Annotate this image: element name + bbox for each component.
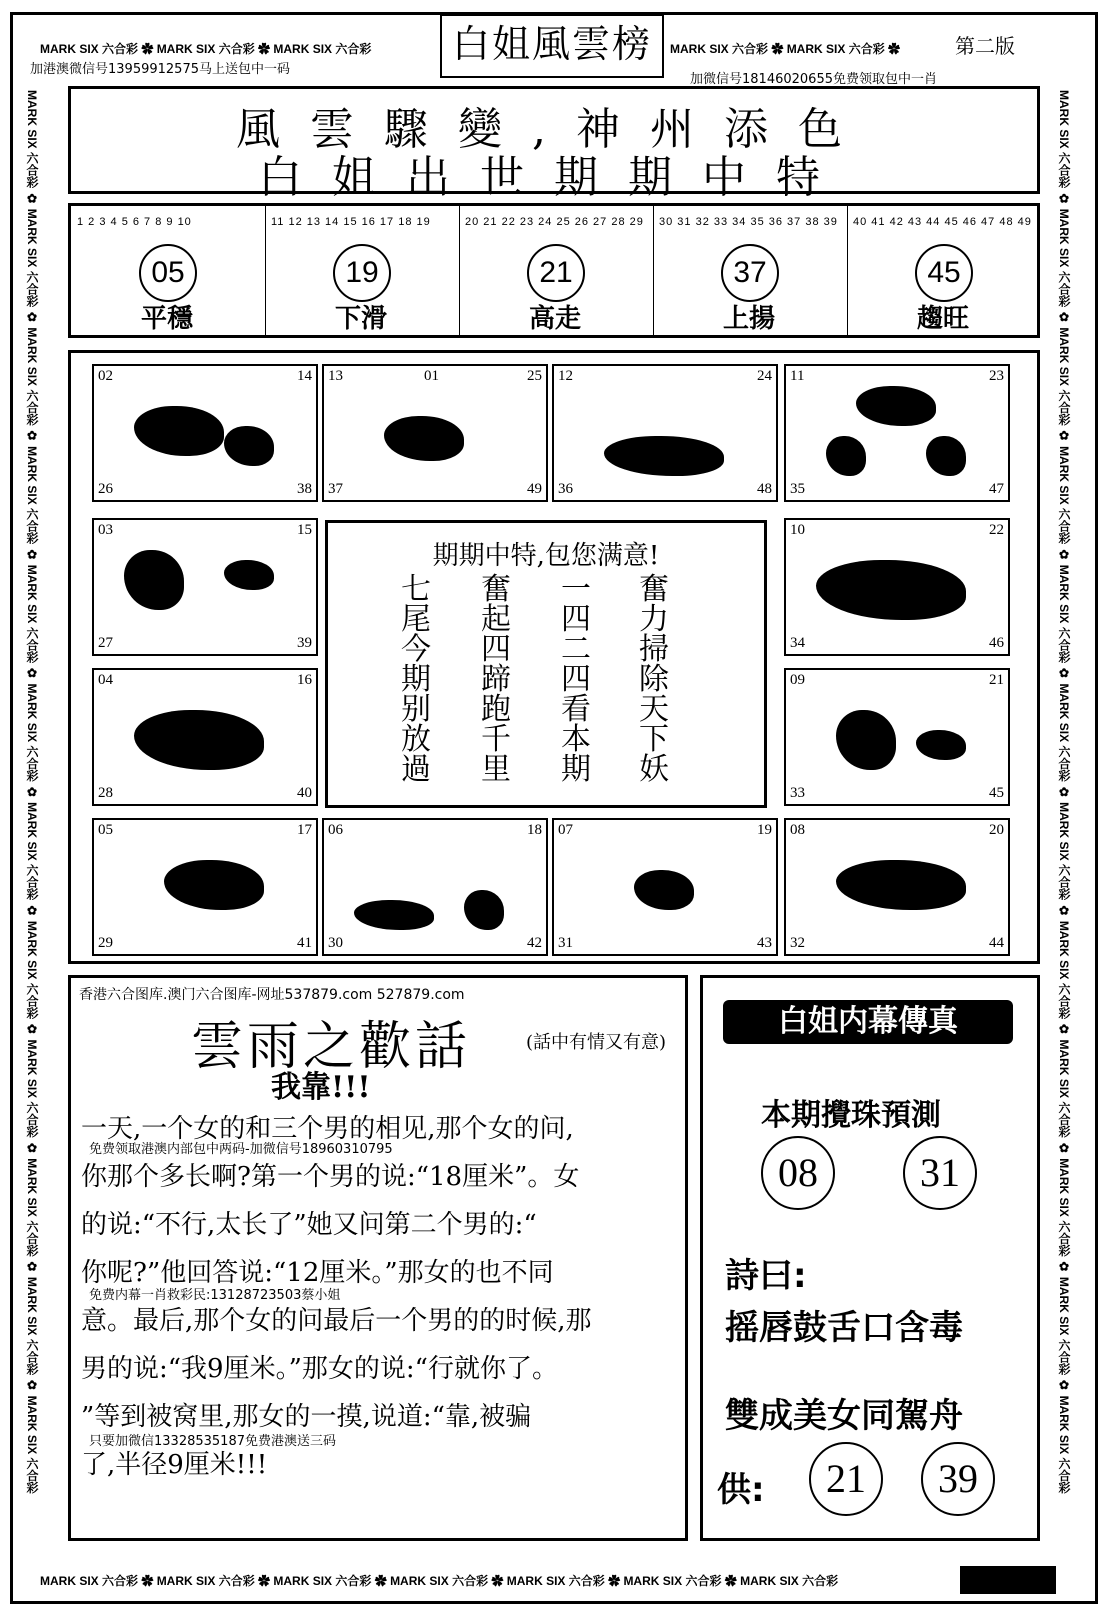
ink-illustration <box>634 870 694 910</box>
tile-number: 05 <box>98 822 113 838</box>
tile-number: 25 <box>527 368 542 384</box>
tile-number: 43 <box>757 935 772 951</box>
range-label: 30 31 32 33 34 35 36 37 38 39 <box>659 216 838 228</box>
tile-number: 12 <box>558 368 573 384</box>
picture-tile <box>322 818 548 956</box>
supply-number: 21 <box>809 1442 883 1516</box>
tile-number: 14 <box>297 368 312 384</box>
barcode-block <box>960 1566 1056 1594</box>
poem-column: 奮力掃除天下妖 <box>639 572 669 787</box>
picture-tile <box>92 668 318 806</box>
tile-number: 38 <box>297 481 312 497</box>
tile-number: 03 <box>98 522 113 538</box>
poem-box <box>325 520 767 808</box>
picture-tile <box>784 518 1010 656</box>
picture-tile <box>784 668 1010 806</box>
tile-number: 33 <box>790 785 805 801</box>
number-circle: 19 <box>333 244 391 302</box>
tile-number: 19 <box>757 822 772 838</box>
picture-tile <box>92 364 318 502</box>
number-circle: 05 <box>139 244 197 302</box>
story-line: 男的说:“我9厘米。”那女的说:“行就你了。 <box>81 1354 558 1384</box>
tile-number: 21 <box>989 672 1004 688</box>
story-ad: 免费内幕一肖救彩民:13128723503蔡小姐 <box>89 1288 341 1303</box>
tile-number: 35 <box>790 481 805 497</box>
side-poem-line: 摇唇鼓舌口含毒 <box>725 1308 963 1348</box>
ink-illustration <box>224 426 274 466</box>
ink-illustration <box>604 436 724 476</box>
tile-number: 18 <box>527 822 542 838</box>
story-headline: 我靠!!! <box>271 1070 371 1105</box>
tile-number: 02 <box>98 368 113 384</box>
story-line: 意。最后,那个女的问最后一个男的的时候,那 <box>81 1306 592 1336</box>
story-line: 的说:“不行,太长了”她又问第二个男的:“ <box>81 1210 537 1240</box>
range-label: 20 21 22 23 24 25 26 27 28 29 <box>465 216 644 228</box>
ink-illustration <box>856 386 936 426</box>
range-label: 40 41 42 43 44 45 46 47 48 49 <box>853 216 1032 228</box>
tile-number: 15 <box>297 522 312 538</box>
tile-number: 23 <box>989 368 1004 384</box>
ink-illustration <box>224 560 274 590</box>
ink-illustration <box>826 436 866 476</box>
predict-number: 31 <box>903 1136 977 1210</box>
picture-tile <box>92 818 318 956</box>
tile-number: 32 <box>790 935 805 951</box>
ink-illustration <box>916 730 966 760</box>
picture-tile <box>322 364 548 502</box>
tile-number: 31 <box>558 935 573 951</box>
story-line: 了,半径9厘米!!! <box>81 1450 268 1480</box>
number-column <box>71 206 266 335</box>
site-line: 香港六合图库.澳门六合图库-网址537879.com 527879.com <box>79 987 465 1003</box>
slogan-box <box>68 86 1040 203</box>
range-label: 11 12 13 14 15 16 17 18 19 <box>271 216 431 228</box>
slogan-line-2: 白姐出世期期中特 <box>258 152 850 203</box>
prediction-box <box>700 975 1040 1541</box>
tile-number: 36 <box>558 481 573 497</box>
picture-tile <box>552 818 778 956</box>
tile-number: 42 <box>527 935 542 951</box>
number-panel <box>68 203 1040 338</box>
tile-number: 17 <box>297 822 312 838</box>
trend-label: 下滑 <box>335 304 388 334</box>
tile-number: 09 <box>790 672 805 688</box>
supply-number: 39 <box>921 1442 995 1516</box>
tile-number: 45 <box>989 785 1004 801</box>
side-poem-line: 雙成美女同駕舟 <box>725 1396 963 1436</box>
story-line: 你呢?”他回答说:“12厘米。”那女的也不同 <box>81 1258 554 1288</box>
trend-label: 高走 <box>529 304 582 334</box>
tile-number: 16 <box>297 672 312 688</box>
page-title: 白姐風雲榜 <box>440 14 664 78</box>
ink-illustration <box>836 860 966 910</box>
story-line: 一天,一个女的和三个男的相见,那个女的问, <box>81 1114 574 1144</box>
tile-number: 39 <box>297 635 312 651</box>
slogan-line-1: 風雲驟變,神州添色 <box>236 104 872 155</box>
number-column <box>847 206 1037 335</box>
brand-strip-top-right: MARK SIX 六合彩 ✿ MARK SIX 六合彩 ✿ <box>670 42 901 56</box>
picture-tile <box>784 364 1010 502</box>
story-box <box>68 975 688 1541</box>
tile-number: 30 <box>328 935 343 951</box>
story-ad: 只要加微信13328535187免费港澳送三码 <box>89 1434 336 1449</box>
tile-number: 22 <box>989 522 1004 538</box>
ink-illustration <box>926 436 966 476</box>
ink-illustration <box>384 416 464 461</box>
tile-number: 11 <box>790 368 805 384</box>
brand-strip-top-left: MARK SIX 六合彩 ✿ MARK SIX 六合彩 ✿ MARK SIX 六合彩 <box>40 42 372 56</box>
tile-number: 46 <box>989 635 1004 651</box>
poem-heading: 期期中特,包您满意! <box>432 541 660 571</box>
predict-label: 本期攪珠預測 <box>761 1098 941 1133</box>
tile-number: 29 <box>98 935 113 951</box>
poem-column: 奮起四蹄跑千里 <box>481 572 511 787</box>
number-column <box>653 206 848 335</box>
tile-number: 06 <box>328 822 343 838</box>
tile-number: 26 <box>98 481 113 497</box>
number-circle: 45 <box>915 244 973 302</box>
tile-number: 49 <box>527 481 542 497</box>
brand-strip-bottom: MARK SIX 六合彩 ✿ MARK SIX 六合彩 ✿ MARK SIX 六合彩 ✿ MARK SIX 六合彩 ✿ MARK SIX 六合彩 ✿ MARK SIX 六合彩 ✿ MARK SIX 六合彩 <box>40 1574 839 1588</box>
ink-illustration <box>134 710 264 770</box>
trend-label: 趨旺 <box>917 304 970 334</box>
tile-number: 27 <box>98 635 113 651</box>
banner-title: 白姐内幕傳真 <box>723 1000 1013 1044</box>
brand-strip-left: MARK SIX 六合彩 ✿ MARK SIX 六合彩 ✿ MARK SIX 六合彩 ✿ MARK SIX 六合彩 ✿ MARK SIX 六合彩 ✿ MARK SIX 六合彩 ✿ MARK SIX 六合彩 ✿ MARK SIX 六合彩 ✿ MARK SIX 六合彩 ✿ MARK SIX 六合彩 ✿ MARK SIX 六合彩 ✿ MARK SIX 六合彩 <box>25 90 39 1494</box>
number-column <box>265 206 460 335</box>
ink-illustration <box>816 560 966 620</box>
right-ad: 加微信号18146020655免费领取包中一肖 <box>690 72 937 87</box>
tile-number: 20 <box>989 822 1004 838</box>
tile-number: 24 <box>757 368 772 384</box>
story-line: ”等到被窝里,那女的一摸,说道:“靠,被骗 <box>81 1402 532 1432</box>
tile-number: 40 <box>297 785 312 801</box>
picture-tile <box>784 818 1010 956</box>
tile-number: 37 <box>328 481 343 497</box>
tile-number: 10 <box>790 522 805 538</box>
ink-illustration <box>464 890 504 930</box>
picture-tile <box>552 364 778 502</box>
tile-number: 28 <box>98 785 113 801</box>
trend-label: 平穩 <box>141 304 194 334</box>
poem-column: 七尾今期别放過 <box>401 572 431 787</box>
story-ad: 免费领取港澳内部包中两码-加微信号18960310795 <box>89 1142 393 1157</box>
ink-illustration <box>164 860 264 910</box>
picture-tile <box>92 518 318 656</box>
supply-label: 供: <box>717 1470 765 1510</box>
tile-number: 48 <box>757 481 772 497</box>
tile-number: 44 <box>989 935 1004 951</box>
edition-label: 第二版 <box>955 34 1015 58</box>
story-title: 雲雨之歡話 <box>191 1017 472 1077</box>
tile-number: 13 <box>328 368 343 384</box>
poem-label: 詩曰: <box>725 1256 807 1296</box>
poem-column: 一四二四看本期 <box>561 572 591 787</box>
brand-strip-right: MARK SIX 六合彩 ✿ MARK SIX 六合彩 ✿ MARK SIX 六合彩 ✿ MARK SIX 六合彩 ✿ MARK SIX 六合彩 ✿ MARK SIX 六合彩 ✿ MARK SIX 六合彩 ✿ MARK SIX 六合彩 ✿ MARK SIX 六合彩 ✿ MARK SIX 六合彩 ✿ MARK SIX 六合彩 ✿ MARK SIX 六合彩 <box>1057 90 1071 1494</box>
number-column <box>459 206 654 335</box>
number-circle: 37 <box>721 244 779 302</box>
range-label: 1 2 3 4 5 6 7 8 9 10 <box>77 216 192 228</box>
left-ad: 加港澳微信号13959912575马上送包中一码 <box>30 62 290 77</box>
tile-number: 01 <box>424 368 439 384</box>
tile-number: 34 <box>790 635 805 651</box>
ink-illustration <box>134 406 224 456</box>
tile-number: 47 <box>989 481 1004 497</box>
story-subtitle: (話中有情又有意) <box>526 1032 667 1053</box>
tile-number: 04 <box>98 672 113 688</box>
ink-illustration <box>124 550 184 610</box>
ink-illustration <box>836 710 896 770</box>
ink-illustration <box>354 900 434 930</box>
number-circle: 21 <box>527 244 585 302</box>
trend-label: 上揚 <box>723 304 776 334</box>
tile-number: 41 <box>297 935 312 951</box>
tile-number: 08 <box>790 822 805 838</box>
story-line: 你那个多长啊?第一个男的说:“18厘米”。女 <box>81 1162 580 1192</box>
predict-number: 08 <box>761 1136 835 1210</box>
tile-number: 07 <box>558 822 573 838</box>
